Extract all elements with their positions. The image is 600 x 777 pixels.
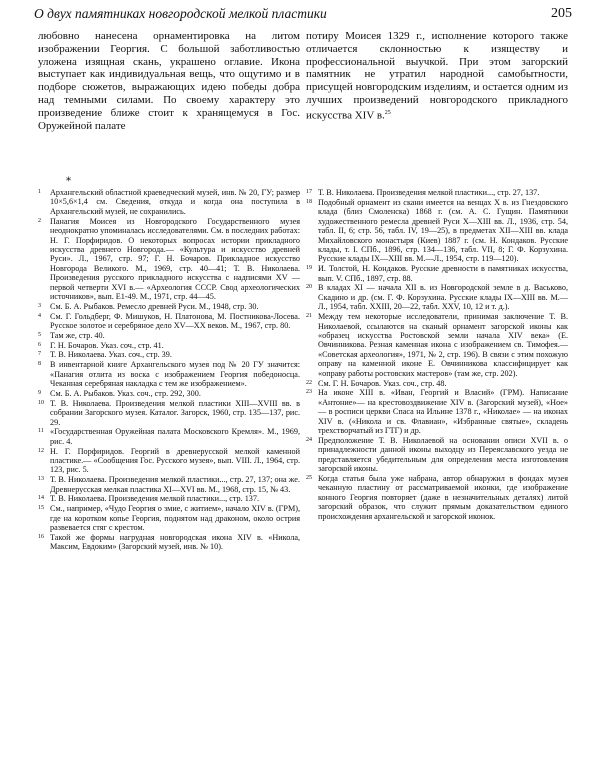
footnote-number: 3	[38, 303, 41, 310]
main-text-right	[306, 30, 568, 132]
footnote-number: 2	[38, 217, 41, 224]
footnotes-left-column	[38, 188, 300, 552]
footnote	[306, 474, 568, 521]
footnote-number: 5	[38, 331, 41, 338]
footnote-text: Между тем некоторые исследователи, принимая заключение Т. В. Николаевой, ссылаются на сканый орнамент загорской иконы как «образец искусства Ростовской земли начала XIV века» (Е. Овчинникова. Резная каменная икона с изображением св. Тимофея.— «Советская археология», 1971, № 2, стр. 196). В связи с этим похожую оправу на каменной иконе Е. Овчинникова классифицирует как «оправу работы ростовских мастеров» (там же, стр. 202).	[318, 312, 568, 378]
footnote-number: 4	[38, 312, 41, 319]
footnote-text: Такой же формы нагрудная новгородская икона XIV в. «Никола, Максим, Евдоким» (Загорский музей, инв. № 10).	[50, 532, 300, 552]
main-text-right-content: потиру Моисея 1329 г., исполнение которого также отличается склонностью к изяществу и профессиональной выучкой. При этом загорский памятник не утратил народной самобытности, присущей новгородским изделиям, и остается одним из лучших произведений новгородского прикладного искусства XIV в.	[306, 30, 568, 122]
footnote-text: Архангельский областной краеведческий музей, инв. № 20, ГУ; размер 10×5,6×1,4 см. Сведения, откуда и когда она поступила в Архангельский музей, не сохранились.	[50, 188, 300, 216]
footnote	[38, 360, 300, 388]
footnote-text: Панагия Моисея из Новгородского Государственного музея неоднократно упоминалась исследователями. См. в последних работах: Н. Г. Порфиридов. О некоторых вопросах истории прикладного искусства древнего Новгорода.— «Культура и искусство древней Руси». Л., 1967, стр. 97; Г. Н. Бочаров. Прикладное искусство Новгорода Великого. М., 1969, стр. 40—41; Т. В. Николаева. Произведения русского прикладного искусства с надписями XV — первой четверти XVI в.— «Археология СССР. Свод археологических источников», вып. Е1-49. М., 1971, стр. 44—45.	[50, 216, 300, 302]
footnote	[38, 475, 300, 494]
footnote-number: 20	[306, 284, 312, 291]
footnote-text: Подобный орнамент из скани имеется на венцах Х в. из Гнездовского клада (близ Смоленска) 1868 г. (см. А. С. Гущин. Памятники художественного ремесла древней Руси Х—XIII вв. Л., 1936, стр. 54, табл. II, 6; стр. 56, табл. IV, 19—25), в предметах XII—XIII вв. клада Михайловского монастыря (Киев) 1887 г. (см. Н. Кондаков. Русские клады, т. I. СПб., 1896, стр. 134—136, табл. VII, 8; Г. Ф. Корзухина. Русские клады IX—XIII вв. М.—Л., 1954, стр. 119—120).	[318, 197, 568, 264]
footnote	[306, 388, 568, 435]
footnote	[38, 341, 300, 350]
footnote-number: 23	[306, 389, 312, 396]
footnote-text: В инвентарной книге Архангельского музея под № 20 ГУ значится: «Панагия отлита из воска с изображением Георгия победоносца. Чеканная серебряная накладка с тем же изображением».	[50, 360, 300, 389]
footnote	[38, 302, 300, 311]
footnote-text: См., например, «Чудо Георгия о змие, с житием», начало XIV в. (ГРМ), где на коротком копье Георгия, поднятом над драконом, около острия развевается стяг с крестом.	[50, 504, 300, 533]
footnotes	[38, 188, 568, 552]
footnote-text: Н. Г. Порфиридов. Георгий в древнерусской мелкой каменной пластике.— «Сообщения Гос. Русского музея», вып. VIII. Л., 1964, стр. 123, рис. 5.	[50, 446, 300, 475]
footnote-number: 19	[306, 265, 312, 272]
footnote-number: 16	[38, 533, 44, 540]
footnote	[306, 198, 568, 264]
main-text-left-content: любовно нанесена орнаментировка на литом изображении Георгия. С большой заботливостью уложена изящная скань, украшено оглавие. Икона выступает как индивидуальная вещь, что ощутимо и в подборе сюжетов, выражающих идею победы добра над темными силами. По своему характеру это произведение ближе стоит к хранящемуся в Гос. Оружейной палате	[38, 30, 300, 132]
footnote-text: На иконе XIII в. «Иван, Георгий и Власий» (ГРМ). Написание «Антоние»— на крестовоздвижение XIV в. (Загорский музей), «Ное» — в росписи церкви Спаса на Ильине 1378 г., «Николае» — на иконах XIV в. («Никола и св. Флавиан», «Избранные святые», складень трехстворчатый из ГТГ) и др.	[318, 388, 568, 436]
footnote	[38, 427, 300, 446]
footnote-number: 18	[306, 198, 312, 205]
footnote-number: 17	[306, 189, 312, 195]
footnote	[306, 312, 568, 378]
footnote-number: 24	[306, 436, 312, 443]
page-number: 205	[551, 6, 572, 21]
footnote	[38, 350, 300, 359]
footnote-text: Т. В. Николаева. Произведения мелкой пластики..., стр. 27, 137; она же. Древнерусская мелкая пластика XI—XVI вв. М., 1968, стр. 15, № 43.	[50, 475, 300, 494]
footnote-text: И. Толстой, Н. Кондаков. Русские древности в памятниках искусства, вып. V. СПб., 1897, стр. 88.	[318, 264, 568, 283]
footnote-text: Т. В. Николаева. Произведения мелкой пластики..., стр. 137.	[50, 494, 260, 504]
footnote-number: 12	[38, 447, 44, 454]
footnote	[38, 494, 300, 503]
footnote-number: 11	[38, 428, 44, 435]
footnote-text: Т. В. Николаева. Произведения мелкой пластики..., стр. 27, 137.	[318, 188, 540, 197]
footnote-number: 21	[306, 313, 312, 320]
running-header	[34, 6, 572, 24]
footnote	[38, 399, 300, 427]
footnote-number: 22	[306, 379, 312, 386]
footnote-text: Т. В. Николаева. Указ. соч., стр. 39.	[50, 350, 172, 360]
footnote-ref-25: 25	[384, 109, 391, 116]
footnote	[38, 331, 300, 340]
footnote-text: См. Г. Н. Бочаров. Указ. соч., стр. 48.	[318, 378, 447, 388]
footnote	[306, 379, 568, 388]
footnote-separator-star: *	[66, 176, 71, 187]
footnote	[306, 283, 568, 311]
footnote-text: См. Б. А. Рыбаков. Ремесло древней Руси. М., 1948, стр. 30.	[50, 302, 259, 312]
footnote-number: 15	[38, 505, 44, 512]
footnote	[306, 188, 568, 197]
footnote-number: 1	[38, 189, 41, 195]
footnote-text: Когда статья была уже набрана, автор обнаружил в фондах музея чеканную пластину от рассматриваемой иконки, где изображение конного Георгия повторяет (даже в незначительных деталях) литой загорский образок, что служит прямым доказательством единого происхождения архангельской и загорской иконок.	[318, 473, 568, 521]
footnote	[38, 533, 300, 552]
main-text	[38, 30, 568, 132]
footnote-number: 9	[38, 389, 41, 396]
footnote-text: Т. В. Николаева. Произведения мелкой пластики XIII—XVIII вв. в собрании Загорского музея. Каталог. Загорск, 1960, стр. 135—137, рис. 29.	[50, 398, 300, 427]
footnote-text: «Государственная Оружейная палата Московского Кремля». М., 1969, рис. 4.	[50, 427, 300, 446]
footnote-number: 7	[38, 351, 41, 358]
footnote-number: 8	[38, 361, 41, 368]
footnote-text: См. Б. А. Рыбаков. Указ. соч., стр. 292, 300.	[50, 388, 201, 398]
footnote-text: Там же, стр. 40.	[50, 330, 105, 340]
footnote-text: См. Г. Гольдберг, Ф. Мишуков, Н. Платонова, М. Постникова-Лосева. Русское золотое и серебряное дело XV—XX веков. М., 1967, стр. 80.	[50, 311, 300, 331]
running-title: О двух памятниках новгородской мелкой пластики	[34, 6, 327, 21]
footnote-text: Г. Н. Бочаров. Указ. соч., стр. 41.	[50, 340, 164, 350]
footnote	[38, 447, 300, 475]
footnote-number: 13	[38, 476, 44, 483]
footnote-number: 10	[38, 399, 44, 406]
footnote-number: 6	[38, 341, 41, 348]
footnote	[38, 504, 300, 532]
footnotes-right-column	[306, 188, 568, 552]
footnote	[38, 188, 300, 216]
footnote	[38, 217, 300, 302]
footnote-number: 14	[38, 495, 44, 502]
main-text-left	[38, 30, 300, 132]
footnote	[38, 389, 300, 398]
footnote-number: 25	[306, 474, 312, 481]
footnote	[306, 436, 568, 474]
footnote-text: Предположение Т. В. Николаевой на основании описи XVII в. о принадлежности данной иконы выходцу из Переяславского уезда не представляется убедительным для определения места изготовления загорской иконы.	[318, 435, 568, 474]
footnote	[38, 312, 300, 331]
footnote-text: В кладах XI — начала XII в. из Новгородской земле в д. Васьково, Скадино и др. (см. Г. Ф. Корзухина. Русские клады IX—XIII вв. М.—Л., 1954, табл. XXIII, 20—22, табл. XXV, 10, 12 и т. д.).	[318, 283, 568, 312]
footnote	[306, 264, 568, 283]
